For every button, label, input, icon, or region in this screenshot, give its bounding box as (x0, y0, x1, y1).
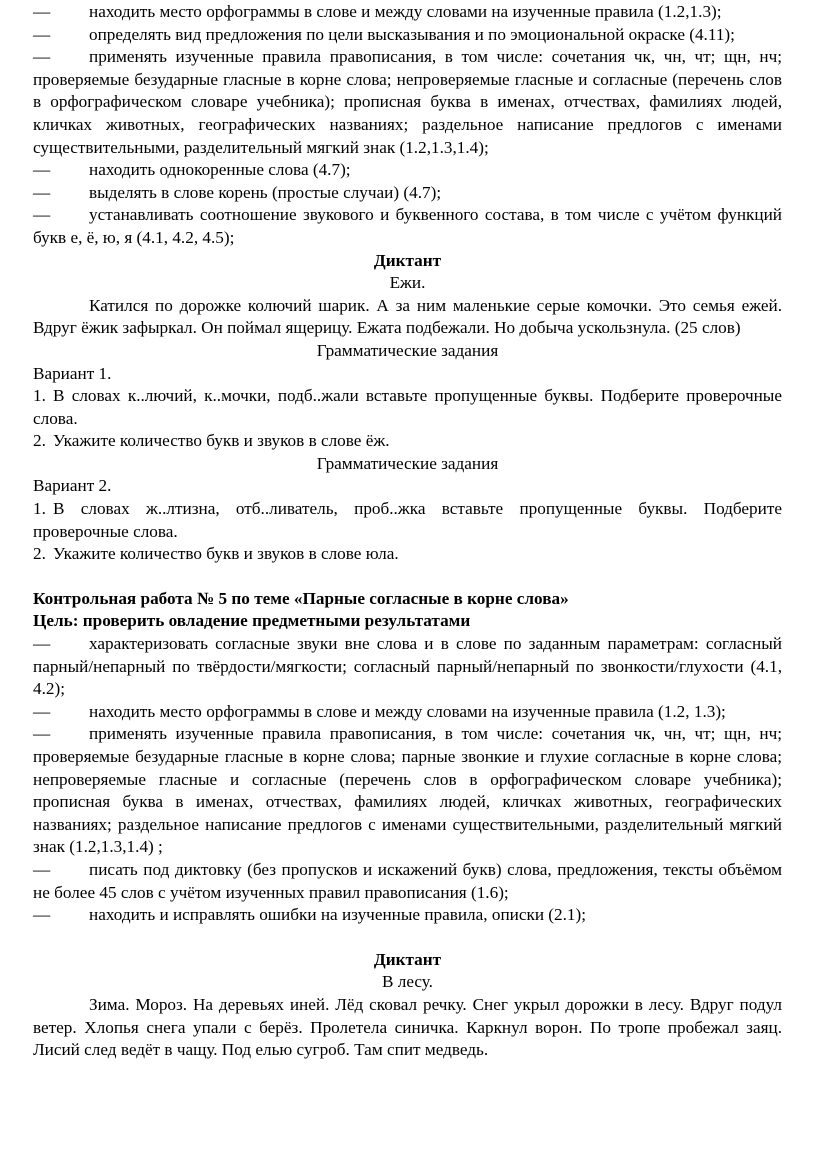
grammar-tasks-heading: Грамматические задания (316, 340, 499, 360)
outcome-text: применять изученные правила правописания, в том числе: сочетания чк, чн, чт; щн, нч; проверяемые безударные гласные в корне слова; парные звонкие и глухие согласные в корне слова; непроверяемые гласные и согласные (перечень слов в орфографическом словаре учебника); прописная буква в именах, отчествах, фамилиях людей, кличках животных, географических названиях; раздельное написание предлогов с именами существительными, разделительный мягкий знак (1.2,1.3,1.4) ; (33, 724, 782, 857)
dash-marker: — (33, 2, 51, 21)
outcome-item (33, 701, 782, 724)
dictation-text: Катился по дорожке колючий шарик. А за ним маленькие серые комочки. Это семья ежей. Вдруг ёжик зафыркал. Он поймал ящерицу. Ежата подбежали. Но добыча ускользнула. (25 слов) (33, 295, 782, 338)
dictation-text: Зима. Мороз. На деревьях иней. Лёд сковал речку. Снег укрыл дорожки в лесу. Вдруг подул ветер. Хлопья снега упали с берёз. Пролетела синичка. Каркнул ворон. По тропе пробежал заяц. Лисий след ведёт в чащу. Под елью сугроб. Там спит медведь. (33, 994, 782, 1060)
outcome-item (33, 904, 782, 927)
dictation-title: Ежи. (389, 273, 426, 293)
dash-marker: — (33, 182, 51, 202)
task-item (33, 430, 782, 453)
task-text: Укажите количество букв и звуков в слове ёж. (53, 431, 390, 451)
dictation-title: В лесу. (382, 972, 433, 992)
variant-label: Вариант 2. (33, 476, 112, 496)
outcome-item (33, 633, 782, 701)
outcome-item (33, 859, 782, 904)
task-text: В словах ж..лтизна, отб..ливатель, проб..жка вставьте пропущенные буквы. Подберите проверочные слова. (33, 499, 782, 541)
outcome-text: применять изученные правила правописания, в том числе: сочетания чк, чн, чт; щн, нч; проверяемые безударные гласные в корне слова; непроверяемые гласные и согласные (перечень слов в орфографическом словаре учебника); прописная буква в именах, отчествах, фамилиях людей, кличках животных, географических названиях; раздельное написание предлогов с именами существительными, разделительный мягкий знак (1.2,1.3,1.4); (33, 47, 782, 157)
outcome-text: находить и исправлять ошибки на изученные правила, описки (2.1); (89, 905, 587, 925)
outcome-text: характеризовать согласные звуки вне слова и в слове по заданным параметрам: согласный парный/непарный по твёрдости/мягкости; согласный парный/непарный по звонкости/глухости (4.1, 4.2); (33, 634, 782, 699)
task-item (33, 498, 782, 543)
outcome-text: находить однокоренные слова (4.7); (89, 160, 351, 180)
grammar-tasks-heading: Грамматические задания (316, 453, 499, 473)
outcome-item (33, 723, 782, 859)
spacer (33, 566, 782, 588)
task-number: 2. (33, 431, 46, 451)
dash-marker: — (33, 701, 51, 721)
outcome-text: находить место орфограммы в слове и между словами на изученные правила (1.2, 1.3); (89, 701, 726, 721)
dash-marker: — (33, 160, 51, 180)
task-text: В словах к..лючий, к..мочки, подб..жали вставьте пропущенные буквы. Подберите проверочные слова. (33, 386, 782, 428)
outcomes-list-1 (33, 1, 782, 250)
outcome-item (33, 204, 782, 249)
outcome-text: находить место орфограммы в слове и между словами на изученные правила (1.2,1.3); (89, 2, 722, 21)
task-number: 1. (33, 499, 46, 519)
task-item (33, 385, 782, 430)
task-number: 2. (33, 544, 46, 564)
test-title: Контрольная работа № 5 по теме «Парные согласные в корне слова» (33, 588, 569, 608)
task-item (33, 543, 782, 566)
outcome-item (33, 182, 782, 205)
outcome-text: писать под диктовку (без пропусков и искажений букв) слова, предложения, тексты объёмом не более 45 слов с учётом изученных правил правописания (1.6); (33, 859, 782, 902)
dash-marker: — (33, 205, 51, 225)
variant-label: Вариант 1. (33, 363, 112, 383)
dictation-heading: Диктант (373, 250, 442, 270)
outcome-item (33, 1, 782, 24)
outcome-text: определять вид предложения по цели высказывания и по эмоциональной окраске (4.11); (89, 24, 735, 44)
outcome-text: выделять в слове корень (простые случаи) (4.7); (89, 182, 442, 202)
dash-marker: — (33, 24, 51, 44)
spacer (33, 927, 782, 949)
dash-marker: — (33, 905, 51, 925)
outcome-item (33, 24, 782, 47)
task-number: 1. (33, 386, 46, 406)
outcome-item (33, 46, 782, 159)
outcome-text: устанавливать соотношение звукового и буквенного состава, в том числе с учётом функций букв е, ё, ю, я (4.1, 4.2, 4.5); (33, 205, 782, 247)
dash-marker: — (33, 47, 51, 67)
dash-marker: — (33, 634, 51, 654)
outcome-item (33, 159, 782, 182)
test-goal: Цель: проверить овладение предметными результатами (33, 611, 471, 631)
task-text: Укажите количество букв и звуков в слове юла. (53, 544, 399, 564)
outcomes-list-2 (33, 633, 782, 927)
dash-marker: — (33, 724, 51, 744)
dash-marker: — (33, 859, 51, 879)
dictation-heading: Диктант (373, 949, 442, 969)
